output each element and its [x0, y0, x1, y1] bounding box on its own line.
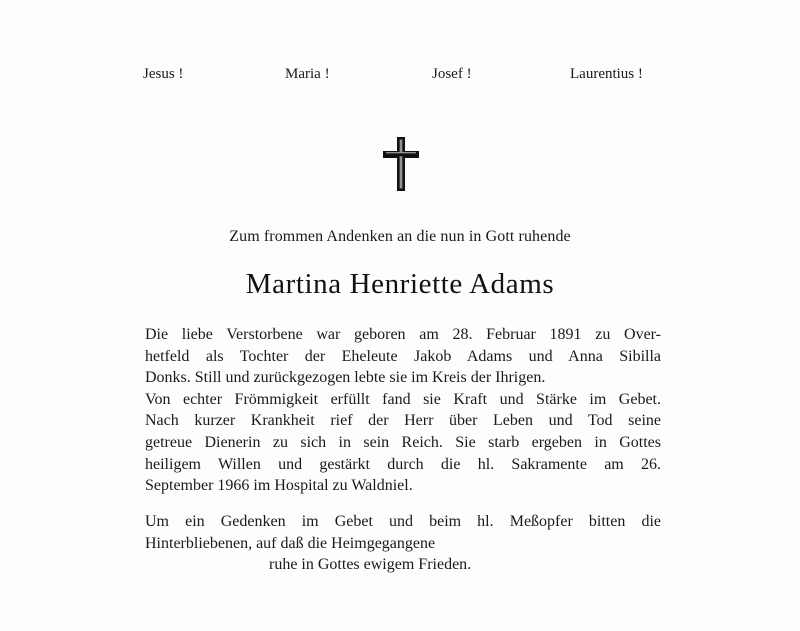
- invocation-maria: Maria !: [285, 66, 330, 82]
- invocation-josef: Josef !: [432, 66, 472, 82]
- closing-line: ruhe in Gottes ewigem Frieden.: [269, 556, 472, 574]
- biography-line: Donks. Still und zurückgezogen lebte sie im Kreis der Ihrigen.: [145, 369, 546, 387]
- latin-cross-icon: [383, 137, 419, 191]
- biography-line: Von echter Frömmigkeit erfüllt fand sie Kraft und Stärke im Gebet.: [145, 390, 661, 408]
- closing-line: Hinterbliebenen, auf daß die Heimgegangene: [145, 534, 436, 552]
- biography-line: Die liebe Verstorbene war geboren am 28. Februar 1891 zu Over-: [145, 326, 661, 343]
- biography-line: getreue Dienerin zu sich in sein Reich. Sie starb ergeben in Gottes: [145, 433, 661, 451]
- invocation-jesus: Jesus !: [143, 66, 184, 82]
- biography-line: heiligem Willen und gestärkt durch die hl. Sakramente am 26.: [145, 455, 661, 473]
- intro-line: Zum frommen Andenken an die nun in Gott ruhende: [229, 228, 571, 245]
- biography-line: Nach kurzer Krankheit rief der Herr über Leben und Tod seine: [145, 412, 661, 430]
- biography-line: September 1966 im Hospital zu Waldniel.: [145, 477, 413, 495]
- invocation-header: [0, 66, 800, 90]
- biography-line: hetfeld als Tochter der Eheleute Jakob Adams und Anna Sibilla: [145, 347, 661, 365]
- invocation-laurentius: Laurentius !: [570, 66, 643, 82]
- closing-paragraph: [145, 511, 661, 576]
- closing-line: Um ein Gedenken im Gebet und beim hl. Meßopfer bitten die: [145, 513, 661, 530]
- biography-paragraph: [145, 324, 661, 497]
- deceased-name: Martina Henriette Adams: [245, 268, 555, 300]
